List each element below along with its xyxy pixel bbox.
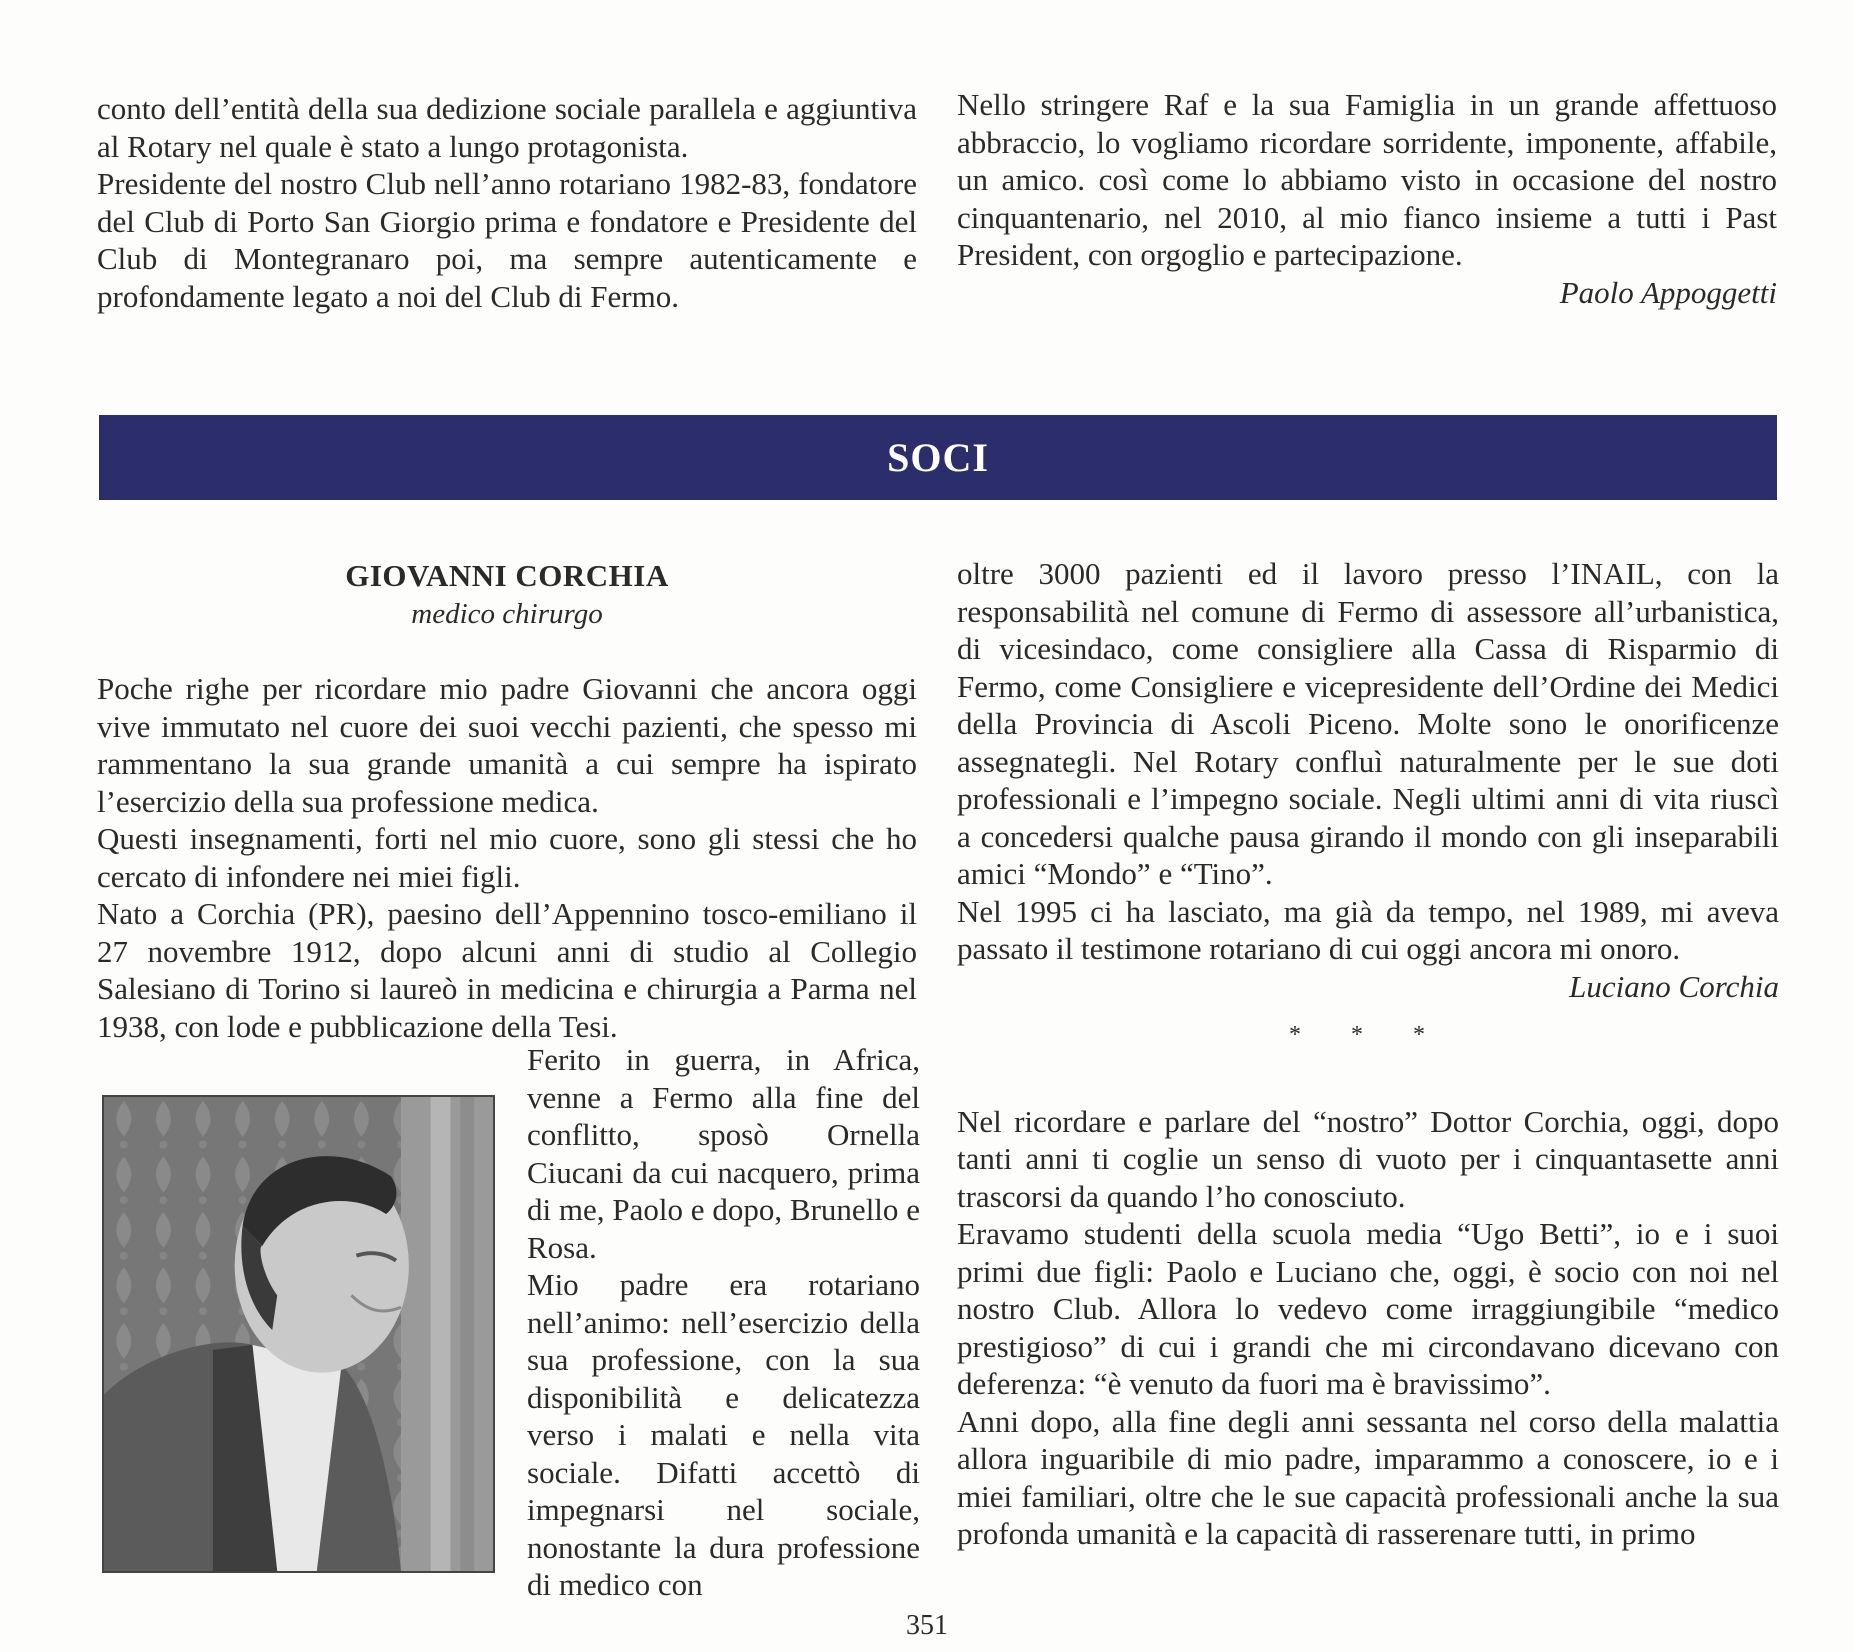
top-right-column <box>957 86 1777 311</box>
paragraph: Nello stringere Raf e la sua Famiglia in un grande affettuoso abbraccio, lo vogliamo ricordare sorridente, imponente, affabile, un amico. così come lo abbiamo visto in occasione del nostro cinquantenario, nel 2010, al mio fianco insieme a tutti i Past President, con orgoglio e partecipazione. <box>957 87 1777 272</box>
section-separator: * * * <box>1289 1022 1447 1048</box>
section-title: SOCI <box>887 435 989 480</box>
paragraph: Eravamo studenti della scuola media “Ugo Betti”, io e i suoi primi due figli: Paolo e Luciano che, oggi, è socio con noi nel nostro Club. Allora lo vedevo come irraggiungibile “medico prestigioso” di cui i grandi che mi circondavano dicevano con deferenza: “è venuto da fuori ma è bravissimo”. <box>957 1216 1779 1401</box>
left-body-wrap-column <box>527 1041 920 1604</box>
portrait-photo <box>102 1095 495 1573</box>
paragraph: Nel 1995 ci ha lasciato, ma già da tempo, nel 1989, mi aveva passato il testimone rotariano di cui oggi ancora mi onoro. <box>957 893 1779 966</box>
signature: Luciano Corchia <box>1569 968 1779 1004</box>
paragraph: Presidente del nostro Club nell’anno rotariano 1982-83, fondatore del Club di Porto San Giorgio prima e fondatore e Presidente del Club di Montegranaro poi, ma sempre autenticamente e profondamente legato a noi del Club di Fermo. <box>97 166 917 314</box>
profile-name: GIOVANNI CORCHIA <box>345 558 669 593</box>
paragraph: Questi insegnamenti, forti nel mio cuore, sono gli stessi che ho cercato di infondere nei miei figli. <box>97 821 917 894</box>
top-left-column <box>97 90 917 315</box>
paragraph: conto dell’entità della sua dedizione sociale parallela e aggiuntiva al Rotary nel quale è stato a lungo protagonista. <box>97 91 917 164</box>
paragraph: Mio padre era rotariano nell’animo: nell’esercizio della sua professione, con la sua disponibilità e delicatezza verso i malati e nella vita sociale. Difatti accettò di impegnarsi nel sociale, nonostante la dura professione di medico con <box>527 1267 920 1602</box>
portrait-image <box>104 1097 493 1571</box>
signature: Paolo Appoggetti <box>1559 274 1777 310</box>
profile-role: medico chirurgo <box>411 598 603 630</box>
paragraph: oltre 3000 pazienti ed il lavoro presso l’INAIL, con la responsabilità nel comune di Fermo di assessore all’urbanistica, di vicesindaco, come consigliere alla Cassa di Risparmio di Fermo, come Consigliere e vicepresidente dell’Ordine dei Medici della Provincia di Ascoli Piceno. Molte sono le onorificenze assegnategli. Nel Rotary confluì naturalmente per le sue doti professionali e l’impegno sociale. Negli ultimi anni di vita riuscì a concedersi qualche pausa girando il mondo con gli inseparabili amici “Mondo” e “Tino”. <box>957 556 1779 891</box>
left-body-column <box>97 670 917 1045</box>
page-number: 351 <box>906 1610 948 1641</box>
paragraph: Poche righe per ricordare mio padre Giovanni che ancora oggi vive immutato nel cuore dei suoi vecchi pazienti, che spesso mi rammentano la sua grande umanità a cui sempre ha ispirato l’esercizio della sua professione medica. <box>97 671 917 819</box>
right-body-column <box>957 555 1779 1553</box>
section-banner <box>99 415 1777 500</box>
paragraph: Nato a Corchia (PR), paesino dell’Appennino tosco-emiliano il 27 novembre 1912, dopo alcuni anni di studio al Collegio Salesiano di Torino si laureò in medicina e chirurgia a Parma nel 1938, con lode e pubblicazione della Tesi. <box>97 896 917 1044</box>
paragraph: Ferito in guerra, in Africa, venne a Fermo alla fine del conflitto, sposò Ornella Ciucani da cui nacquero, prima di me, Paolo e dopo, Brunello e Rosa. <box>527 1042 920 1265</box>
paragraph: Nel ricordare e parlare del “nostro” Dottor Corchia, oggi, dopo tanti anni ti coglie un senso di vuoto per i cinquantasette anni trascorsi da quando l’ho conosciuto. <box>957 1103 1779 1214</box>
paragraph: Anni dopo, alla fine degli anni sessanta nel corso della malattia allora inguaribile di mio padre, imparammo a conoscere, io e i miei familiari, oltre che le sue capacità professionali anche la sua profonda umanità e la capacità di rasserenare tutti, in primo <box>957 1403 1779 1551</box>
